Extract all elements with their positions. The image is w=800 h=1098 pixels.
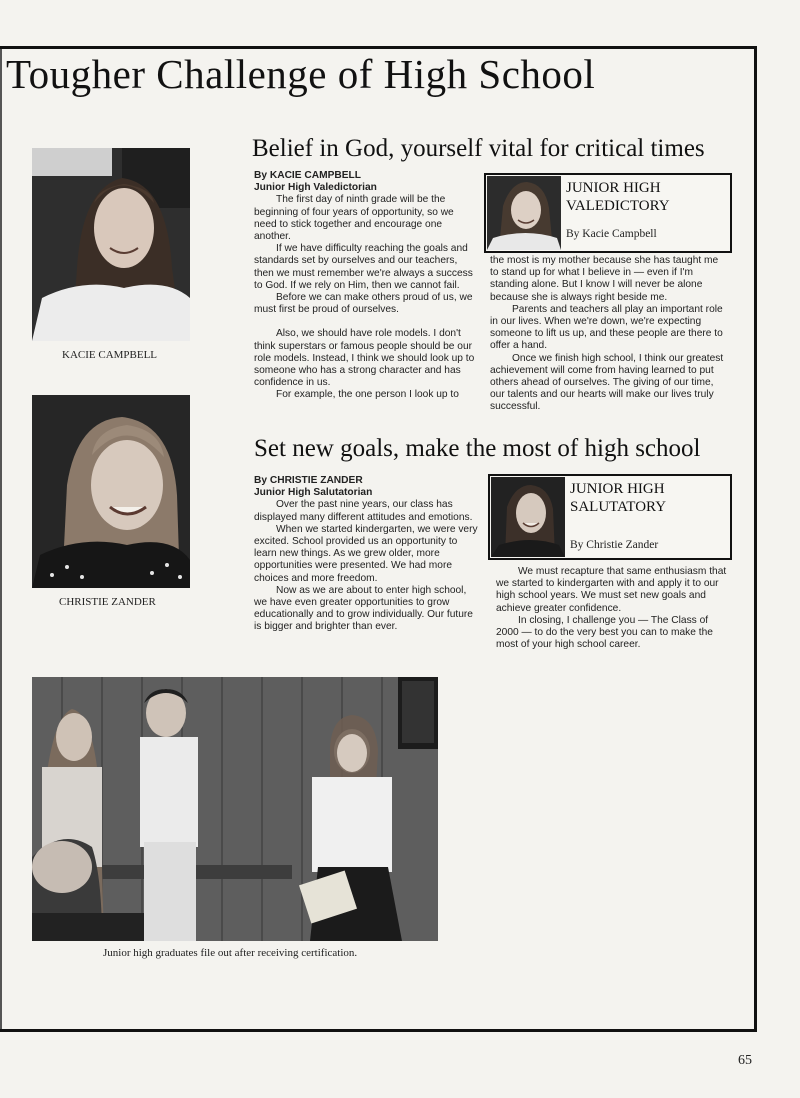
page-title: Tougher Challenge of High School [6,51,596,97]
article1-column-1 [254,170,478,402]
article1-paragraph: If we have difficulty reaching the goals and standards set by ourselves and our teachers, then we must remember we're always a success to God. If we rely on Him, then we cannot fail. [254,243,473,291]
article2-byline: By CHRISTIE ZANDER [254,475,363,486]
article2-column-1 [254,475,480,634]
christie-photo-caption: CHRISTIE ZANDER [59,596,156,608]
article1-byline: By KACIE CAMPBELL [254,170,361,181]
salutatory-box-title-line2: SALUTATORY [570,499,667,515]
article1-paragraph: The first day of ninth grade will be the beginning of four years of opportunity, so we need to stick together and encourage one another. [254,194,454,243]
valedictory-box-title-line2: VALEDICTORY [566,198,670,214]
article2-paragraph: Over the past nine years, our class has displayed many different attitudes and emotions. [254,499,473,523]
christie-zander-photo [32,395,190,588]
valedictory-thumbnail-photo [487,176,561,250]
valedictory-sidebar-box [484,173,732,253]
article2-role: Junior High Salutatorian [254,487,373,499]
article1-paragraph: the most is my mother because she has taught me to stand up for what I believe in — even if I'm standing alone. But I know I will never be alone because she is always right beside me. [490,255,719,303]
salutatory-sidebar-box [488,474,732,560]
salutatory-thumbnail-photo [491,477,565,557]
article2-column-2 [496,566,728,651]
salutatory-box-title-line1: JUNIOR HIGH [570,481,665,497]
group-photo-caption: Junior high graduates file out after receiving certification. [103,947,358,959]
article2-paragraph: Now as we are about to enter high school, we have even greater opportunities to grow educationally and to grow individually. Our future is bigger and brighter than ever. [254,584,473,633]
graduates-group-photo [32,677,438,941]
article-headline-belief: Belief in God, yourself vital for critical times [252,135,705,162]
article1-paragraph: Parents and teachers all play an important role in our lives. When we're down, we're expecting someone to lift us up, and these people are there to offer a hand. [490,303,723,352]
article2-paragraph: We must recapture that same enthusiasm that we started to kindergarten with and apply it to our high school years. We must set new goals and achieve greater confidence. [496,566,727,614]
valedictory-box-title-line1: JUNIOR HIGH [566,180,661,196]
page-number: 65 [738,1053,752,1068]
article2-paragraph: When we started kindergarten, we were very excited. School provided us an opportunity to learn new things. As we grew older, more opportunities were presented. We had more choices and more freedom. [254,523,478,584]
article2-paragraph: In closing, I challenge you — The Class of 2000 — to do the very best you can to make the most of your high school career. [496,614,713,651]
article-headline-goals: Set new goals, make the most of high school [254,435,701,462]
kacie-campbell-photo [32,148,190,341]
article1-paragraph: Once we finish high school, I think our greatest achievement will come from having learned to put others ahead of ourselves. The giving of our time, our talents and our hearts will make our lives truly successful. [490,352,724,413]
kacie-photo-caption: KACIE CAMPBELL [62,349,158,361]
valedictory-box-byline: By Kacie Campbell [566,228,657,240]
article1-role: Junior High Valedictorian [254,182,377,194]
article1-paragraph: Before we can make others proud of us, we must first be proud of ourselves. [254,292,473,316]
salutatory-box-byline: By Christie Zander [570,539,659,551]
article1-column-2 [490,255,726,414]
article1-paragraph: Also, we should have role models. I don't think superstars or famous people should be our role models. Instead, I think we should look up to someone who has a strong character and has confidence in us. [254,328,475,389]
article1-paragraph: For example, the one person I look up to [276,389,459,401]
